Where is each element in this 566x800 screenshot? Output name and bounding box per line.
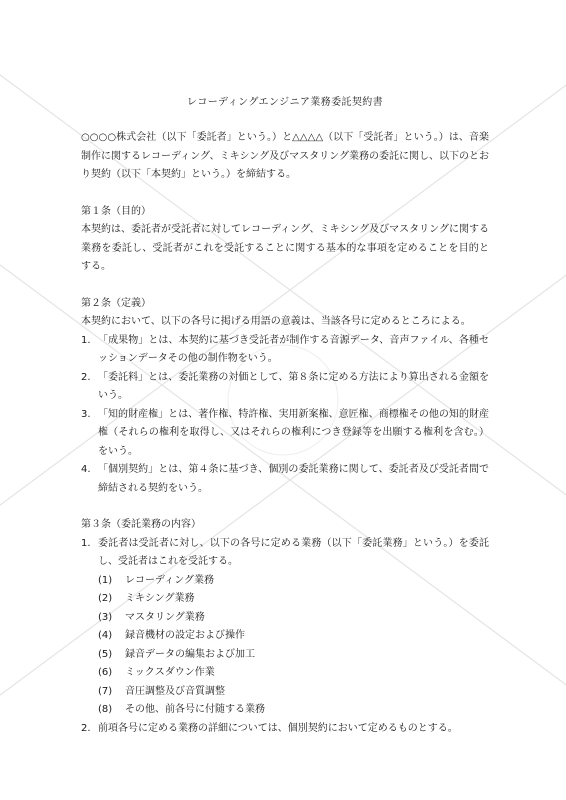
- sub-item-text: ミキシング業務: [125, 593, 195, 604]
- sub-item: [81, 590, 489, 609]
- preamble-paragraph: ○○○○株式会社（以下「委託者」という。）と△△△△（以下「受託者」という。）は、音楽制作に関するレコーディング、ミキシング及びマスタリング業務の委託に関し、以下のとおり契約（以下「本契約」という。）を締結する。: [81, 132, 489, 180]
- item-number: 1.: [81, 537, 91, 549]
- item-number: 2.: [81, 722, 91, 734]
- sub-item-text: レコーディング業務: [125, 574, 214, 586]
- article-1-body: 本契約は、委託者が受託者に対してレコーディング、ミキシング及びマスタリングに関する業務を委託し、受託者がこれを受託することに関する基本的な事項を定めることを目的とする。: [81, 224, 489, 272]
- sub-item-number: (7): [98, 685, 113, 697]
- sub-item-text: 録音機材の設定および操作: [125, 630, 245, 641]
- sub-item-text: ミックスダウン作業: [125, 667, 215, 678]
- spacer: [81, 185, 489, 203]
- sub-item: [81, 701, 489, 720]
- item-text: 委託者は受託者に対し、以下の各号に定める業務（以下「委託業務」という。）を委託し、受託者はこれを受託する。: [98, 537, 489, 567]
- item-text: 「知的財産権」とは、著作権、特許権、実用新案権、意匠権、商標権その他の知的財産権（それらの権利を取得し、又はそれらの権利につき登録等を出願する権利を含む。）をいう。: [98, 408, 489, 457]
- sub-item-text: 音圧調整及び音質調整: [125, 685, 225, 697]
- item-number: 2.: [81, 371, 91, 383]
- item-text: 「個別契約」とは、第４条に基づき、個別の委託業務に関して、委託者及び受託者間で締結される契約をいう。: [98, 464, 489, 494]
- article-2-heading: 第２条（定義）: [81, 297, 151, 309]
- sub-item: [81, 572, 489, 591]
- clause-item: [81, 720, 489, 739]
- sub-item: [81, 609, 489, 628]
- sub-item: [81, 683, 489, 702]
- item-text: 前項各号に定める業務の詳細については、個別契約において定めるものとする。: [98, 722, 458, 734]
- definition-item: [81, 461, 489, 498]
- definition-item: [81, 332, 489, 369]
- definition-item: [81, 406, 489, 462]
- sub-item-number: (8): [98, 704, 113, 715]
- document-title: レコーディングエンジニア業務委託契約書: [186, 97, 384, 108]
- sub-item-number: (6): [98, 667, 113, 678]
- spacer: [81, 277, 489, 295]
- sub-item-text: その他、前各号に付随する業務: [125, 704, 265, 715]
- sub-item: [81, 664, 489, 683]
- article-3-heading: 第３条（委託業務の内容）: [81, 519, 201, 530]
- item-text: 「委託料」とは、委託業務の対価として、第８条に定める方法により算出される金額をいう。: [98, 371, 489, 401]
- item-number: 1.: [81, 334, 91, 346]
- item-text: 「成果物」とは、本契約に基づき受託者が制作する音源データ、音声ファイル、各種セッションデータその他の制作物をいう。: [98, 334, 489, 364]
- sub-item-number: (5): [98, 648, 113, 660]
- sub-item-number: (2): [98, 593, 113, 604]
- definition-item: [81, 369, 489, 406]
- clause-item: [81, 535, 489, 572]
- article-2-intro: 本契約において、以下の各号に掲げる用語の意義は、当該各号に定めるところによる。: [81, 316, 471, 327]
- sub-item: [81, 646, 489, 665]
- contract-document: [81, 96, 489, 738]
- sub-item-text: マスタリング業務: [125, 611, 205, 623]
- sub-item: [81, 627, 489, 646]
- sub-item-text: 録音データの編集および加工: [125, 648, 255, 660]
- article-1-heading: 第１条（目的）: [81, 205, 151, 217]
- item-number: 3.: [81, 408, 91, 420]
- item-number: 4.: [81, 464, 91, 475]
- spacer: [81, 498, 489, 516]
- sub-item-number: (4): [98, 630, 113, 641]
- sub-item-number: (3): [98, 611, 113, 623]
- sub-item-number: (1): [98, 574, 113, 586]
